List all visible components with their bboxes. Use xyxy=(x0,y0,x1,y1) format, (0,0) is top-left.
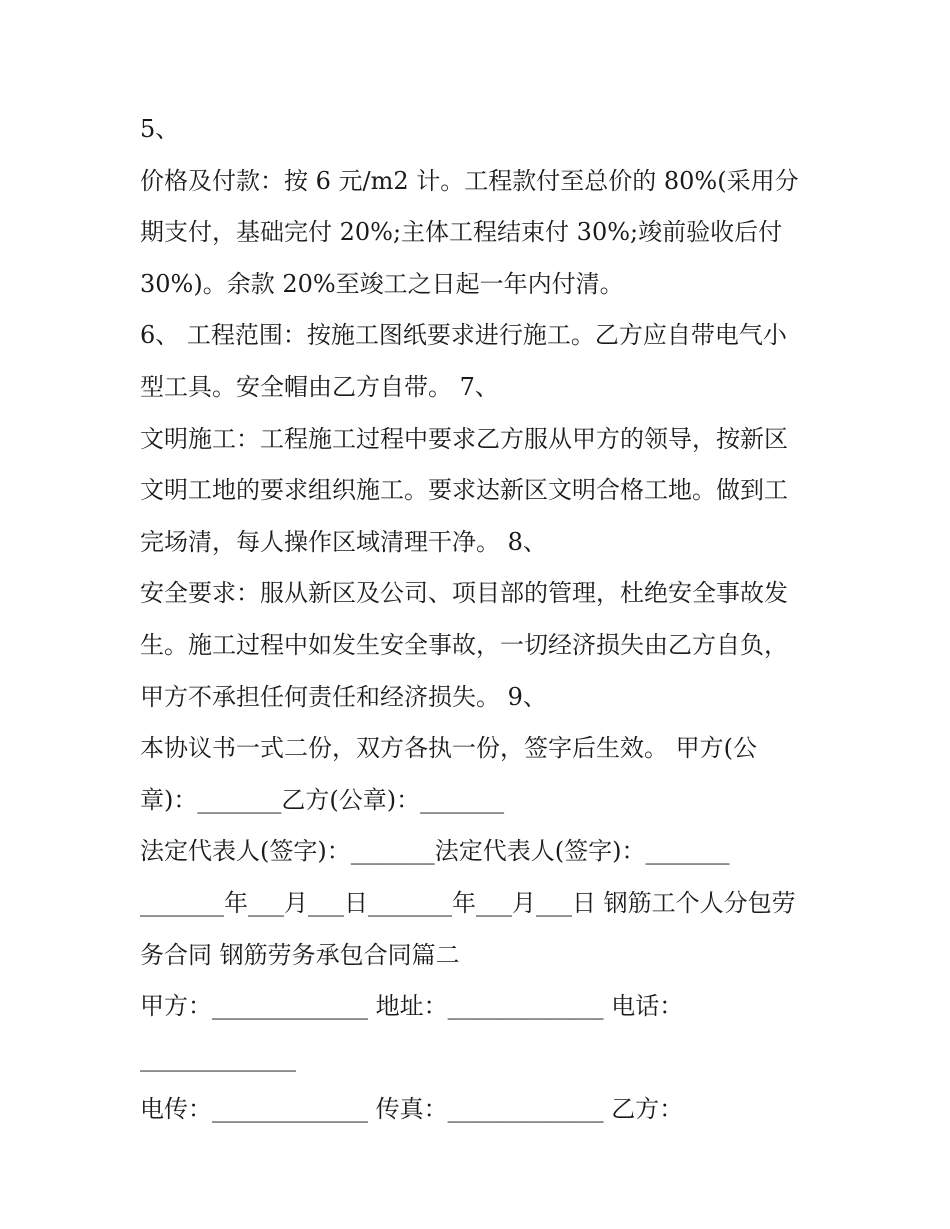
text-line-safety-requirements: 安全要求：服从新区及公司、项目部的管理，杜绝安全事故发 xyxy=(140,579,788,608)
text-line: 甲方不承担任何责任和经济损失。 9、 xyxy=(140,682,547,711)
text-line-party-a-fields: 甲方：_____________ 地址：_____________ 电话： xyxy=(140,992,684,1021)
text-line-section-5: 5、 xyxy=(140,115,180,143)
text-line-signature-fields: 法定代表人(签字)：_______法定代表人(签字)：_______ xyxy=(140,837,730,866)
text-line-price-payment: 价格及付款：按 6 元/m2 计。工程款付至总价的 80%(采用分 xyxy=(140,166,799,195)
text-line-agreement-copies: 本协议书一式二份，双方各执一份，签字后生效。 甲方(公 xyxy=(140,734,757,763)
contract-text xyxy=(140,104,830,1136)
text-line-civilized-construction: 文明施工：工程施工过程中要求乙方服从甲方的领导，按新区 xyxy=(140,424,788,453)
text-line: 期支付，基础完付 20%;主体工程结束付 30%;竣前验收后付 xyxy=(140,218,783,247)
text-line-seal-fields: 章)：_______乙方(公章)：_______ xyxy=(140,785,505,814)
text-line: 30%)。余款 20%至竣工之日起一年内付清。 xyxy=(140,269,624,298)
text-line-fax-fields: 电传：_____________ 传真：_____________ 乙方： xyxy=(140,1095,684,1124)
text-line: 完场清，每人操作区域清理干净。 8、 xyxy=(140,527,547,556)
text-line-section-6: 6、 工程范围：按施工图纸要求进行施工。乙方应自带电气小 xyxy=(140,321,787,350)
text-line-phone-blank: _____________ xyxy=(140,1043,296,1072)
text-line: 生。施工过程中如发生安全事故，一切经济损失由乙方自负， xyxy=(140,630,788,659)
text-line: 型工具。安全帽由乙方自带。 7、 xyxy=(140,372,499,401)
text-line-date-fields: _______年___月___日_______年___月___日 钢筋工个人分包劳 xyxy=(140,888,796,917)
text-line-section-heading: 务合同 钢筋劳务承包合同篇二 xyxy=(140,940,460,969)
text-line: 文明工地的要求组织施工。要求达新区文明合格工地。做到工 xyxy=(140,476,788,505)
